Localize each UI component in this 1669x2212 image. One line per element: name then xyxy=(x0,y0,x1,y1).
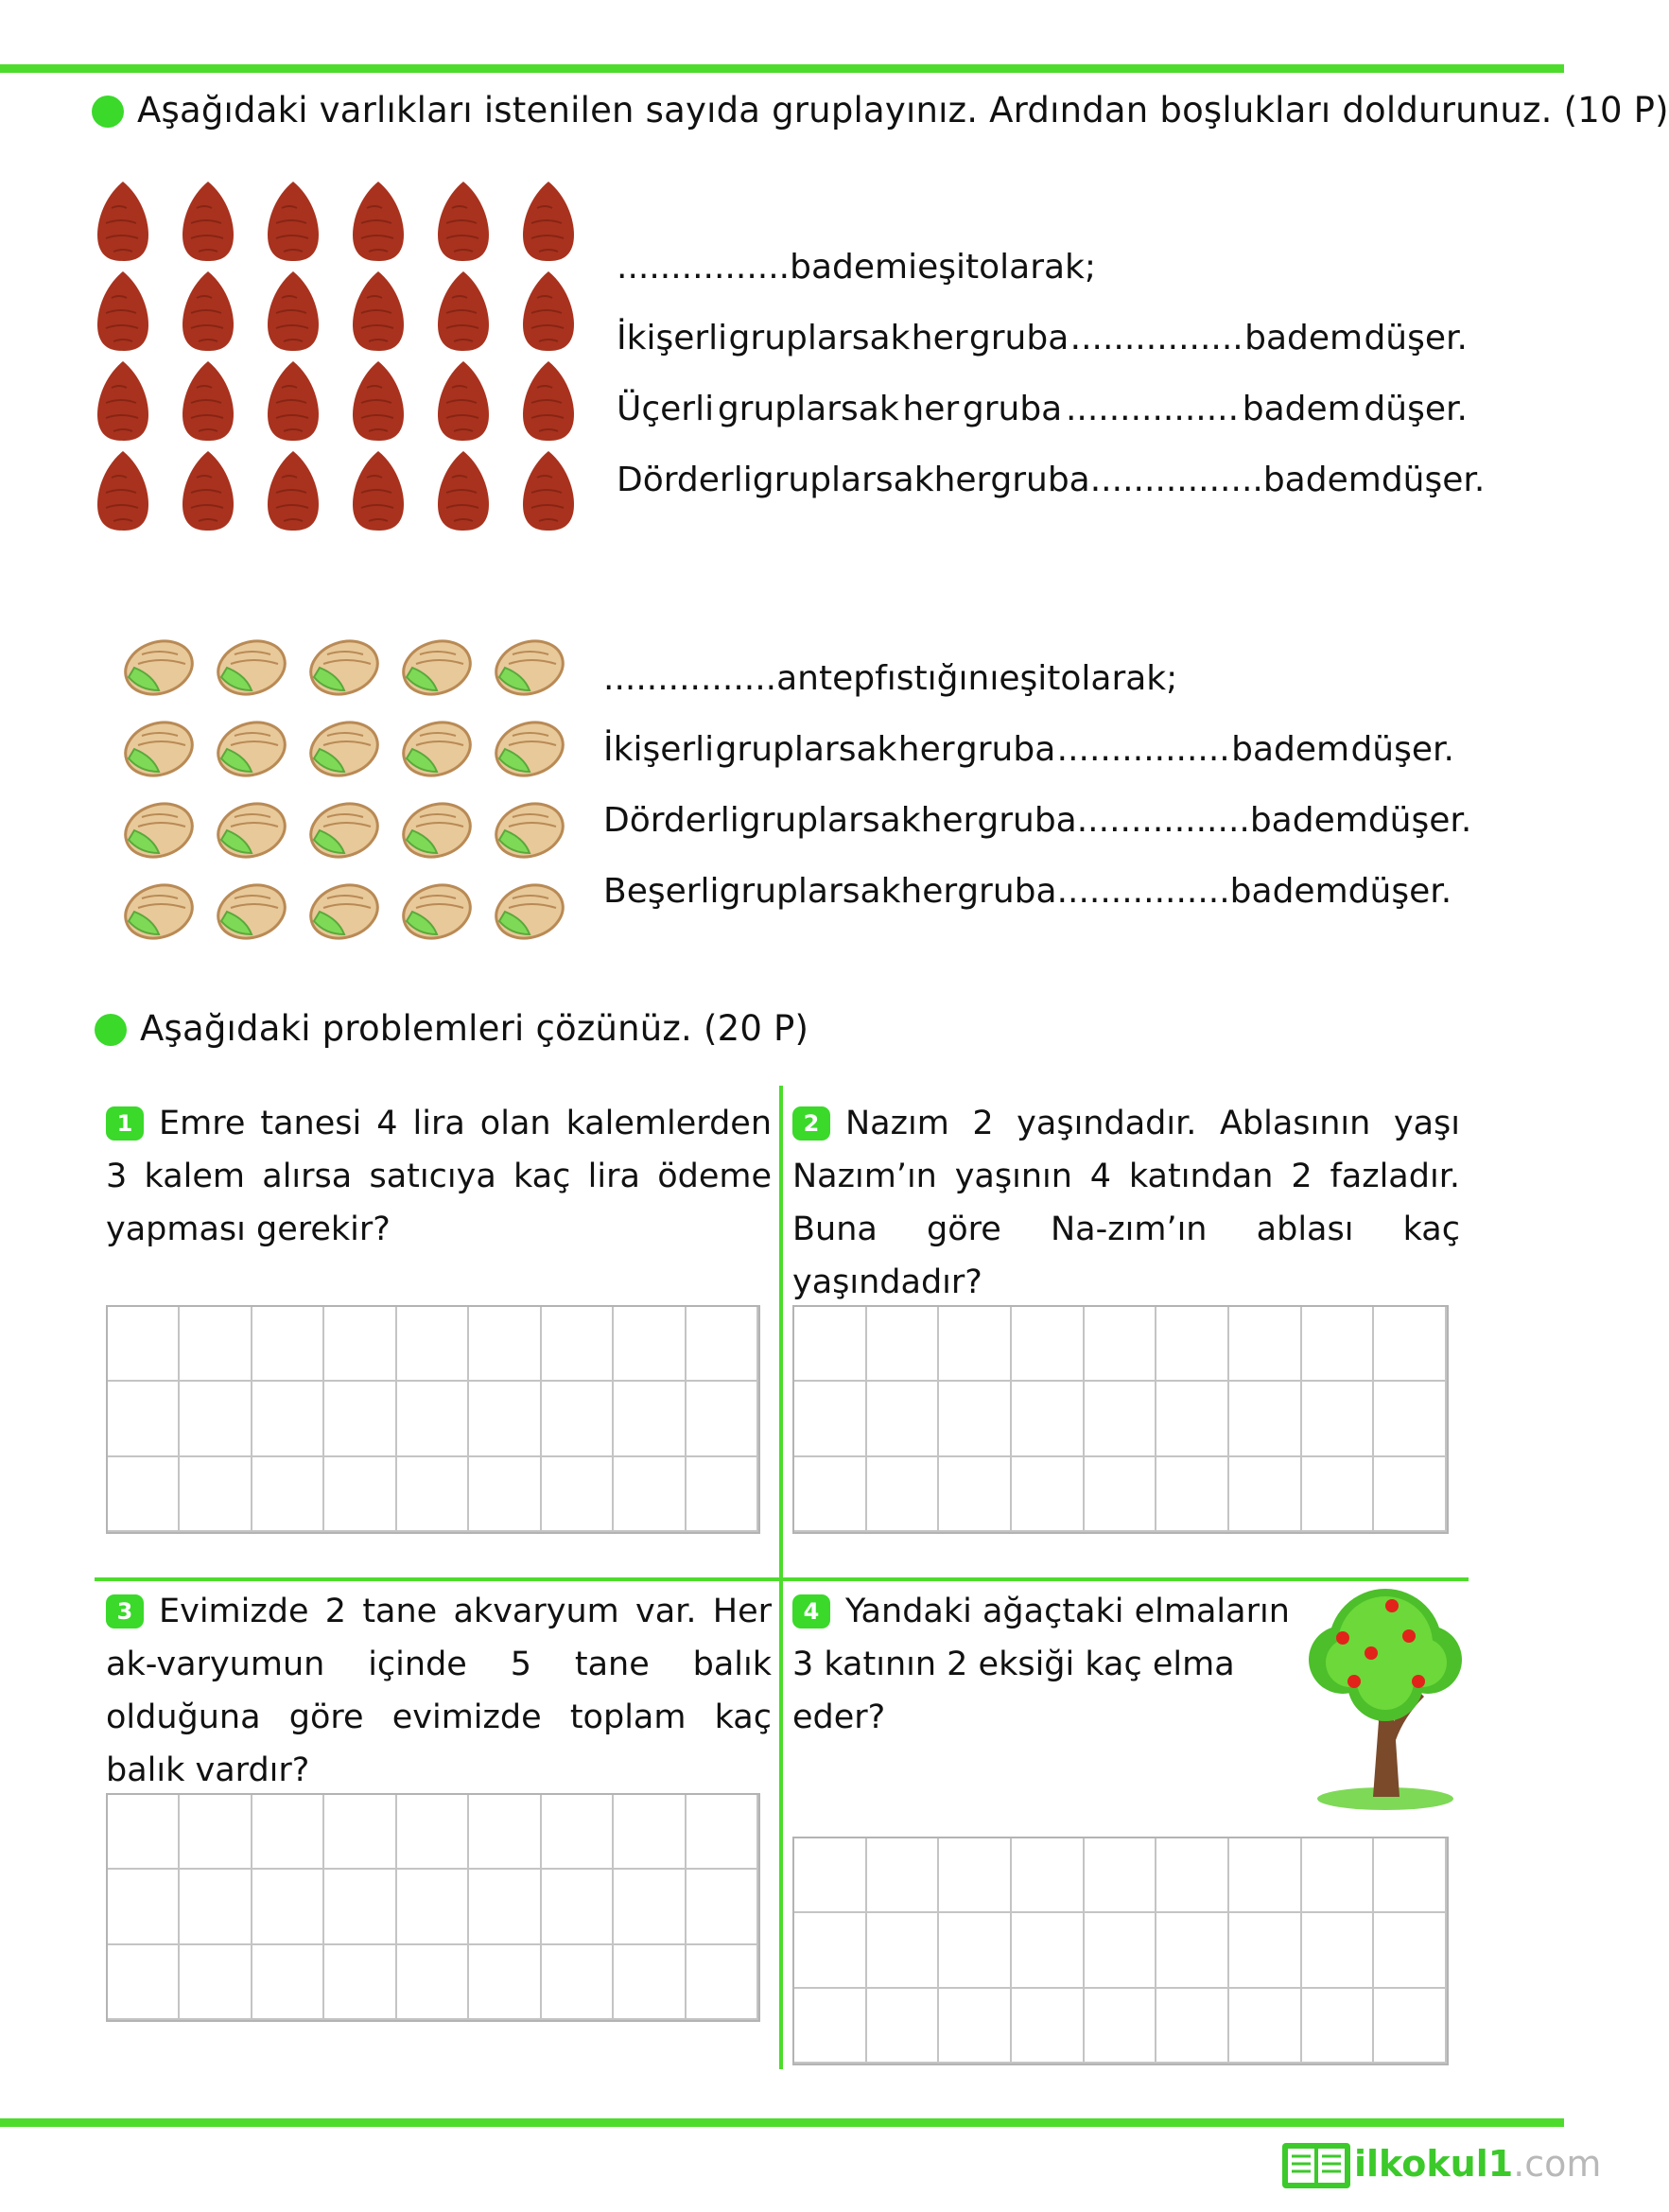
grid-cell[interactable] xyxy=(1229,1307,1302,1382)
almond-icon xyxy=(178,449,263,539)
grid-cell[interactable] xyxy=(252,1457,324,1532)
pistachio-icon xyxy=(492,717,584,798)
grid-cell[interactable] xyxy=(1374,1307,1447,1382)
almond-icon xyxy=(93,359,178,449)
grid-cell[interactable] xyxy=(794,1913,867,1988)
fill-blank[interactable]: ................ xyxy=(603,659,777,698)
pistachio-grid xyxy=(121,636,584,961)
grid-cell[interactable] xyxy=(1085,1989,1157,2064)
grid-cell[interactable] xyxy=(180,1870,252,1944)
pistachio-icon xyxy=(121,636,214,717)
problem-number-badge: 4 xyxy=(792,1594,830,1629)
pistachio-icon xyxy=(399,880,492,961)
pistachio-icon xyxy=(399,717,492,798)
grid-cell[interactable] xyxy=(542,1382,614,1456)
fill-blank[interactable]: ................ xyxy=(1056,872,1230,911)
grid-cell[interactable] xyxy=(1085,1457,1157,1532)
problem-number-badge: 3 xyxy=(106,1594,144,1629)
pistachio-icon xyxy=(121,717,214,798)
question-line xyxy=(603,872,1452,911)
answer-grid-3[interactable] xyxy=(106,1793,760,2022)
grid-cell[interactable] xyxy=(614,1795,686,1870)
word: gruplarsak xyxy=(719,872,901,911)
grid-cell[interactable] xyxy=(1229,1989,1302,2064)
grid-cell[interactable] xyxy=(1374,1838,1447,1913)
book-logo-icon xyxy=(1280,2139,1352,2192)
word: düşer. xyxy=(1367,801,1472,840)
grid-cell[interactable] xyxy=(939,1382,1012,1456)
word: badem xyxy=(1262,461,1382,499)
word: gruplarsak xyxy=(739,801,921,840)
word: İkişerli xyxy=(617,319,728,357)
grid-cell[interactable] xyxy=(1012,1989,1085,2064)
grid-cell[interactable] xyxy=(1012,1838,1085,1913)
grid-cell[interactable] xyxy=(542,1945,614,2020)
almond-icon xyxy=(433,270,518,359)
answer-grid-2[interactable] xyxy=(792,1305,1449,1534)
word: bademi xyxy=(790,248,918,287)
grid-cell[interactable] xyxy=(324,1795,396,1870)
horizontal-divider xyxy=(95,1577,1469,1581)
word: fıstığını xyxy=(875,659,1000,698)
grid-cell[interactable] xyxy=(1229,1382,1302,1456)
almond-icon xyxy=(178,270,263,359)
grid-cell[interactable] xyxy=(687,1382,758,1456)
pistachio-icon xyxy=(492,636,584,717)
word: gruplarsak xyxy=(715,730,897,769)
word: düşer. xyxy=(1350,730,1454,769)
word: her xyxy=(911,319,968,357)
word: gruba xyxy=(962,390,1063,428)
grid-cell[interactable] xyxy=(108,1382,180,1456)
word: antep xyxy=(776,659,876,698)
pistachio-icon xyxy=(306,798,399,880)
grid-cell[interactable] xyxy=(614,1945,686,2020)
grid-cell[interactable] xyxy=(939,1989,1012,2064)
word: düşer. xyxy=(1347,872,1452,911)
answer-grid-4[interactable] xyxy=(792,1837,1449,2065)
grid-cell[interactable] xyxy=(1156,1307,1229,1382)
grid-cell[interactable] xyxy=(1229,1838,1302,1913)
grid-cell[interactable] xyxy=(252,1795,324,1870)
bullet-icon xyxy=(95,1014,127,1046)
brand-logo xyxy=(1354,2143,1601,2185)
grid-cell[interactable] xyxy=(397,1945,469,2020)
grid-cell[interactable] xyxy=(469,1870,541,1944)
word: gruba xyxy=(957,872,1057,911)
problem-3 xyxy=(106,1585,772,1797)
grid-cell[interactable] xyxy=(1012,1307,1085,1382)
grid-cell[interactable] xyxy=(1012,1382,1085,1456)
word: İkişerli xyxy=(603,730,715,769)
grid-cell[interactable] xyxy=(1374,1382,1447,1456)
almond-icon xyxy=(518,180,603,270)
almond-icon xyxy=(348,270,433,359)
almond-icon xyxy=(518,449,603,539)
grid-cell[interactable] xyxy=(397,1870,469,1944)
problem-1 xyxy=(106,1097,772,1256)
grid-cell[interactable] xyxy=(252,1307,324,1382)
almond-icon xyxy=(348,359,433,449)
pistachio-icon xyxy=(214,880,306,961)
word: gruba xyxy=(990,461,1090,499)
fill-blank[interactable]: ................ xyxy=(1089,461,1263,499)
grid-cell[interactable] xyxy=(1302,1307,1375,1382)
pistachio-icon xyxy=(121,880,214,961)
grid-cell[interactable] xyxy=(1156,1457,1229,1532)
word: eşit xyxy=(999,659,1061,698)
grid-cell[interactable] xyxy=(1302,1457,1375,1532)
word: gruba xyxy=(968,319,1069,357)
word: gruba xyxy=(977,801,1077,840)
grid-cell[interactable] xyxy=(108,1870,180,1944)
pistachio-icon xyxy=(214,717,306,798)
problem-text: Nazım 2 yaşındadır. Ablasının yaşı Nazım’ın yaşının 4 katından 2 fazladır. Buna göre Na-zım’ın ablası kaç yaşındadır? xyxy=(792,1105,1460,1301)
grid-cell[interactable] xyxy=(1085,1307,1157,1382)
pistachio-icon xyxy=(306,880,399,961)
grid-cell[interactable] xyxy=(324,1307,396,1382)
grid-cell[interactable] xyxy=(939,1838,1012,1913)
almond-icon xyxy=(263,270,348,359)
word: gruplarsak xyxy=(717,390,899,428)
word: Beşerli xyxy=(603,872,720,911)
grid-cell[interactable] xyxy=(324,1945,396,2020)
grid-cell[interactable] xyxy=(939,1913,1012,1988)
almond-grid xyxy=(93,180,603,539)
almond-icon xyxy=(433,449,518,539)
question-line xyxy=(617,319,1468,357)
pistachio-icon xyxy=(214,636,306,717)
grid-cell[interactable] xyxy=(469,1945,541,2020)
grid-cell[interactable] xyxy=(1156,1989,1229,2064)
problem-2 xyxy=(792,1097,1460,1309)
grid-cell[interactable] xyxy=(939,1457,1012,1532)
question-line xyxy=(603,730,1454,769)
fill-blank[interactable]: ................ xyxy=(617,248,791,287)
problem-text: Evimizde 2 tane akvaryum var. Her ak-varyumun içinde 5 tane balık olduğuna göre evimizde toplam kaç balık vardır? xyxy=(106,1593,772,1789)
grid-cell[interactable] xyxy=(108,1795,180,1870)
brand-suffix: .com xyxy=(1513,2143,1602,2185)
grid-cell[interactable] xyxy=(397,1795,469,1870)
grid-cell[interactable] xyxy=(397,1382,469,1456)
bottom-rule xyxy=(0,2118,1564,2127)
section1-heading: Aşağıdaki varlıkları istenilen sayıda gruplayınız. Ardından boşlukları doldurunuz. (10 P) xyxy=(137,90,1669,131)
grid-cell[interactable] xyxy=(180,1307,252,1382)
pistachio-icon xyxy=(492,798,584,880)
grid-cell[interactable] xyxy=(324,1382,396,1456)
fill-blank[interactable]: ................ xyxy=(1076,801,1250,840)
apple-tree-icon xyxy=(1305,1579,1466,1816)
grid-cell[interactable] xyxy=(542,1795,614,1870)
grid-cell[interactable] xyxy=(1085,1913,1157,1988)
grid-cell[interactable] xyxy=(1302,1382,1375,1456)
almond-icon xyxy=(263,359,348,449)
grid-cell[interactable] xyxy=(614,1457,686,1532)
almond-icon xyxy=(263,449,348,539)
word: gruplarsak xyxy=(728,319,911,357)
grid-cell[interactable] xyxy=(180,1382,252,1456)
grid-cell[interactable] xyxy=(1302,1989,1375,2064)
brand-main: ilkokul1 xyxy=(1354,2143,1514,2185)
pistachio-icon xyxy=(121,798,214,880)
grid-cell[interactable] xyxy=(687,1457,758,1532)
grid-cell[interactable] xyxy=(1302,1913,1375,1988)
problem-number-badge: 2 xyxy=(792,1106,830,1141)
grid-cell[interactable] xyxy=(867,1307,940,1382)
grid-cell[interactable] xyxy=(1229,1913,1302,1988)
word: badem xyxy=(1229,872,1348,911)
grid-cell[interactable] xyxy=(180,1457,252,1532)
question-line xyxy=(603,801,1472,840)
grid-cell[interactable] xyxy=(1085,1838,1157,1913)
almond-icon xyxy=(518,359,603,449)
grid-cell[interactable] xyxy=(252,1870,324,1944)
word: badem xyxy=(1231,730,1350,769)
grid-cell[interactable] xyxy=(397,1307,469,1382)
word: Üçerli xyxy=(617,390,715,428)
grid-cell[interactable] xyxy=(1012,1457,1085,1532)
grid-cell[interactable] xyxy=(252,1382,324,1456)
grid-cell[interactable] xyxy=(108,1457,180,1532)
grid-cell[interactable] xyxy=(867,1382,940,1456)
fill-blank[interactable]: ................ xyxy=(1069,319,1243,357)
almond-icon xyxy=(178,180,263,270)
pistachio-icon xyxy=(214,798,306,880)
pistachio-icon xyxy=(399,636,492,717)
grid-cell[interactable] xyxy=(794,1307,867,1382)
word: düşer. xyxy=(1364,319,1468,357)
almond-icon xyxy=(93,270,178,359)
pistachio-icon xyxy=(399,798,492,880)
word: Dörderli xyxy=(603,801,739,840)
grid-cell[interactable] xyxy=(542,1870,614,1944)
grid-cell[interactable] xyxy=(1229,1457,1302,1532)
problem-text: Emre tanesi 4 lira olan kalemlerden 3 kalem alırsa satıcıya kaç lira ödeme yapması gerekir? xyxy=(106,1105,772,1248)
grid-cell[interactable] xyxy=(324,1457,396,1532)
grid-cell[interactable] xyxy=(867,1989,940,2064)
word: düşer. xyxy=(1381,461,1486,499)
grid-cell[interactable] xyxy=(324,1870,396,1944)
problem-text: Yandaki ağaçtaki elmaların 3 katının 2 eksiği kaç elma eder? xyxy=(792,1593,1290,1736)
grid-cell[interactable] xyxy=(1156,1382,1229,1456)
grid-cell[interactable] xyxy=(1374,1989,1447,2064)
question-line xyxy=(617,248,1097,287)
grid-cell[interactable] xyxy=(469,1382,541,1456)
grid-cell[interactable] xyxy=(867,1838,940,1913)
almond-icon xyxy=(348,449,433,539)
grid-cell[interactable] xyxy=(469,1307,541,1382)
answer-grid-1[interactable] xyxy=(106,1305,760,1534)
grid-cell[interactable] xyxy=(687,1945,758,2020)
word: her xyxy=(920,801,978,840)
grid-cell[interactable] xyxy=(1374,1913,1447,1988)
word: her xyxy=(900,872,958,911)
grid-cell[interactable] xyxy=(1302,1838,1375,1913)
word: gruba xyxy=(955,730,1056,769)
word: her xyxy=(897,730,955,769)
grid-cell[interactable] xyxy=(108,1307,180,1382)
pistachio-icon xyxy=(306,636,399,717)
word: gruplarsak xyxy=(752,461,934,499)
grid-cell[interactable] xyxy=(794,1382,867,1456)
almond-icon xyxy=(518,270,603,359)
question-line xyxy=(617,461,1486,499)
word: Dörderli xyxy=(617,461,753,499)
almond-icon xyxy=(348,180,433,270)
grid-cell[interactable] xyxy=(469,1795,541,1870)
grid-cell[interactable] xyxy=(614,1307,686,1382)
word: her xyxy=(933,461,991,499)
pistachio-icon xyxy=(492,880,584,961)
grid-cell[interactable] xyxy=(1085,1382,1157,1456)
word: badem xyxy=(1244,319,1364,357)
grid-cell[interactable] xyxy=(252,1945,324,2020)
grid-cell[interactable] xyxy=(397,1457,469,1532)
grid-cell[interactable] xyxy=(687,1307,758,1382)
question-line xyxy=(617,390,1468,428)
grid-cell[interactable] xyxy=(1012,1913,1085,1988)
grid-cell[interactable] xyxy=(687,1870,758,1944)
almond-icon xyxy=(433,359,518,449)
grid-cell[interactable] xyxy=(542,1307,614,1382)
top-rule xyxy=(0,64,1564,73)
word: badem xyxy=(1249,801,1368,840)
grid-cell[interactable] xyxy=(867,1457,940,1532)
almond-icon xyxy=(433,180,518,270)
grid-cell[interactable] xyxy=(180,1795,252,1870)
almond-icon xyxy=(93,449,178,539)
question-line xyxy=(603,659,1178,698)
grid-cell[interactable] xyxy=(469,1457,541,1532)
grid-cell[interactable] xyxy=(939,1307,1012,1382)
grid-cell[interactable] xyxy=(542,1457,614,1532)
word: olarak; xyxy=(1060,659,1178,698)
grid-cell[interactable] xyxy=(687,1795,758,1870)
grid-cell[interactable] xyxy=(794,1838,867,1913)
fill-blank[interactable]: ................ xyxy=(1056,730,1230,769)
grid-cell[interactable] xyxy=(1374,1457,1447,1532)
grid-cell[interactable] xyxy=(1156,1913,1229,1988)
grid-cell[interactable] xyxy=(794,1989,867,2064)
word: her xyxy=(902,390,960,428)
word: eşit xyxy=(917,248,980,287)
word: badem xyxy=(1242,390,1361,428)
grid-cell[interactable] xyxy=(614,1382,686,1456)
section2-heading: Aşağıdaki problemleri çözünüz. (20 P) xyxy=(140,1008,809,1049)
fill-blank[interactable]: ................ xyxy=(1065,390,1240,428)
grid-cell[interactable] xyxy=(180,1945,252,2020)
almond-icon xyxy=(178,359,263,449)
bullet-icon xyxy=(92,96,124,128)
grid-cell[interactable] xyxy=(108,1945,180,2020)
grid-cell[interactable] xyxy=(1156,1838,1229,1913)
pistachio-icon xyxy=(306,717,399,798)
almond-icon xyxy=(263,180,348,270)
almond-icon xyxy=(93,180,178,270)
grid-cell[interactable] xyxy=(614,1870,686,1944)
problem-number-badge: 1 xyxy=(106,1106,144,1141)
grid-cell[interactable] xyxy=(867,1913,940,1988)
problem-4 xyxy=(792,1585,1294,1744)
word: düşer. xyxy=(1364,390,1468,428)
grid-cell[interactable] xyxy=(794,1457,867,1532)
word: olarak; xyxy=(979,248,1097,287)
